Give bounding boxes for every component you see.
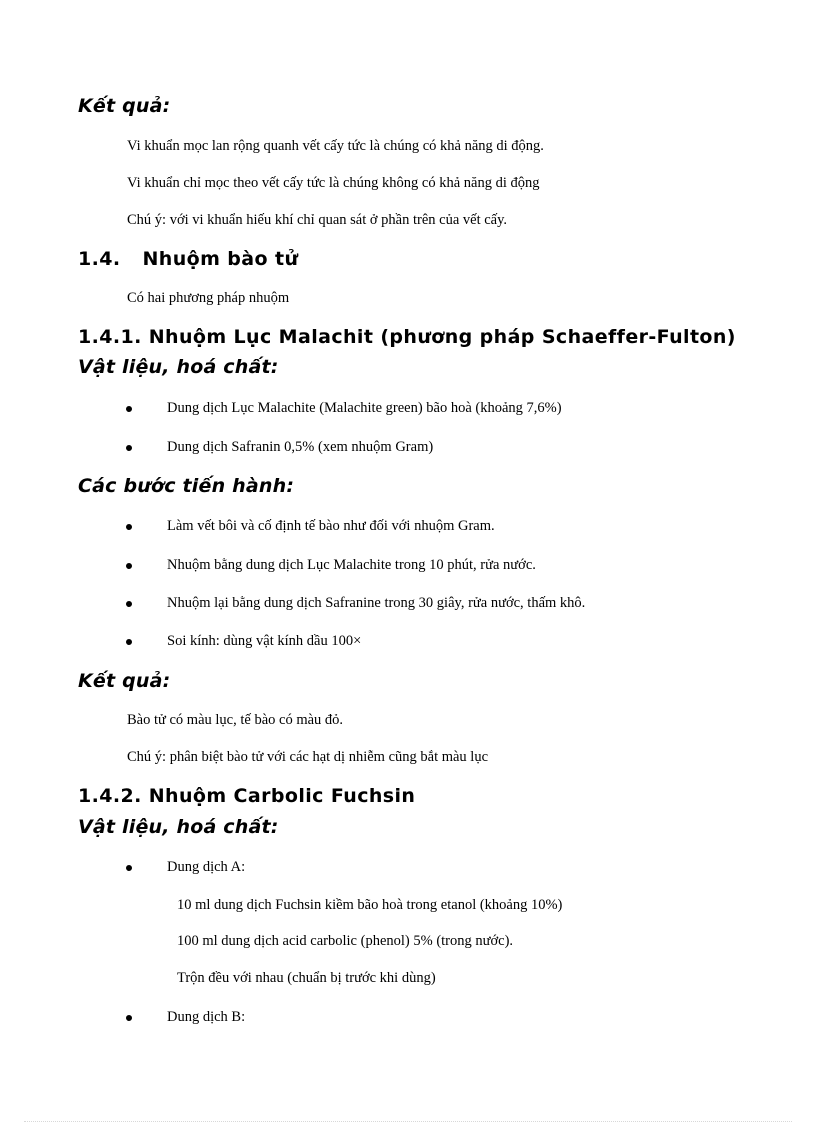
bullet-icon xyxy=(126,406,132,412)
bullet-icon xyxy=(126,865,132,871)
solution-a-line: 10 ml dung dịch Fuchsin kiềm bão hoà trong etanol (khoảng 10%) xyxy=(177,897,563,913)
section-title: Nhuộm bào tử xyxy=(142,248,299,270)
result-note: Chú ý: phân biệt bào tử với các hạt dị nhiễm cũng bắt màu lục xyxy=(127,749,489,765)
section-number: 1.4. xyxy=(78,248,121,270)
bullet-icon xyxy=(126,639,132,645)
result-heading: Kết quả: xyxy=(78,95,171,117)
section-1-4-intro: Có hai phương pháp nhuộm xyxy=(127,290,290,306)
solution-a-line: 100 ml dung dịch acid carbolic (phenol) 5% (trong nước). xyxy=(177,933,514,949)
result-line-2: Vi khuẩn chỉ mọc theo vết cấy tức là chúng không có khả năng di động xyxy=(127,175,540,191)
bullet-icon xyxy=(126,445,132,451)
materials-heading: Vật liệu, hoá chất: xyxy=(78,356,279,378)
result-line-1: Vi khuẩn mọc lan rộng quanh vết cấy tức là chúng có khả năng di động. xyxy=(127,138,544,154)
materials-heading-2: Vật liệu, hoá chất: xyxy=(78,816,279,838)
bullet-icon xyxy=(126,601,132,607)
section-1-4-heading xyxy=(78,248,298,270)
section-1-4-1-heading: 1.4.1. Nhuộm Lục Malachit (phương pháp Schaeffer-Fulton) xyxy=(78,326,736,348)
result-heading-2: Kết quả: xyxy=(78,670,171,692)
section-1-4-2-heading: 1.4.2. Nhuộm Carbolic Fuchsin xyxy=(78,785,416,807)
result-note: Chú ý: với vi khuẩn hiếu khí chỉ quan sát ở phần trên của vết cấy. xyxy=(127,212,508,228)
page-footer-divider xyxy=(24,1121,792,1122)
bullet-icon xyxy=(126,563,132,569)
bullet-icon xyxy=(126,524,132,530)
steps-heading: Các bước tiến hành: xyxy=(78,475,295,497)
solution-a-line: Trộn đều với nhau (chuẩn bị trước khi dùng) xyxy=(177,970,436,986)
bullet-icon xyxy=(126,1015,132,1021)
result-line: Bào tử có màu lục, tế bào có màu đỏ. xyxy=(127,712,344,728)
